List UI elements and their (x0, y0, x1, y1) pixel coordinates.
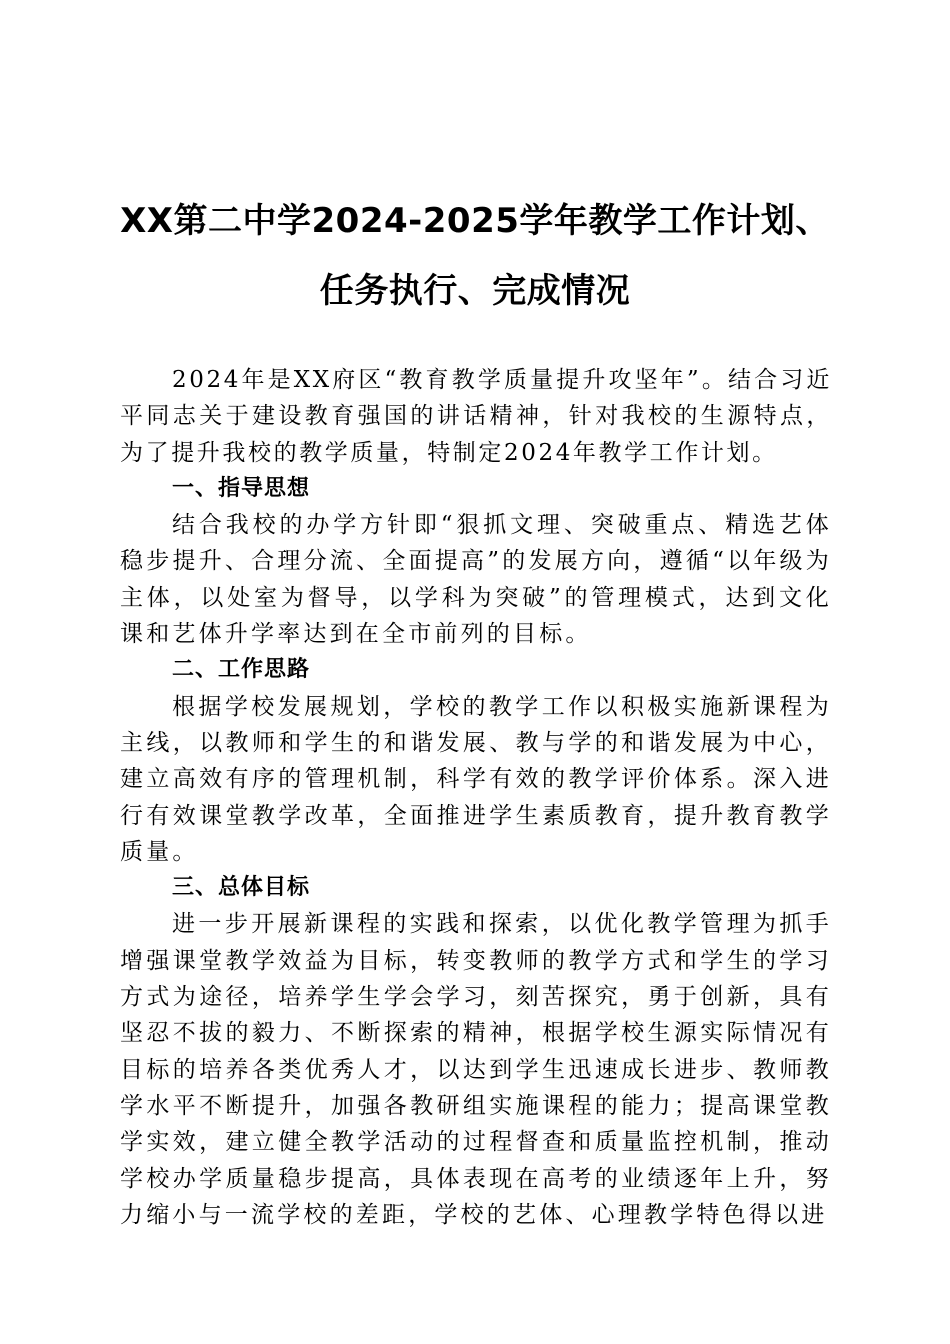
document-title-line-1: XX第二中学2024-2025学年教学工作计划、 (120, 201, 830, 241)
section-paragraph-overall-goals: 进一步开展新课程的实践和探索，以优化教学管理为抓手增强课堂教学效益为目标，转变教师的教学方式和学生的学习方式为途径，培养学生学会学习，刻苦探究，勇于创新，具有坚忍不拔的毅力、不断探索的精神，根据学校生源实际情况有目标的培养各类优秀人才，以达到学生迅速成长进步、教师教学水平不断提升，加强各教研组实施课程的能力；提高课堂教学实效，建立健全教学活动的过程督查和质量监控机制，推动学校办学质量稳步提高，具体表现在高考的业绩逐年上升，努力缩小与一流学校的差距，学校的艺体、心理教学特色得以进 (120, 911, 832, 1228)
section-heading-guiding-ideology: 一、指导思想 (172, 475, 311, 501)
document-body (120, 362, 832, 1233)
intro-paragraph: 2024年是XX府区“教育教学质量提升攻坚年”。结合习近平同志关于建设教育强国的讲话精神，针对我校的生源特点，为了提升我校的教学质量，特制定2024年教学工作计划。 (120, 367, 832, 466)
section-heading-work-approach: 二、工作思路 (172, 657, 311, 683)
section-paragraph-work-approach: 根据学校发展规划，学校的教学工作以积极实施新课程为主线，以教师和学生的和谐发展、教与学的和谐发展为中心，建立高效有序的管理机制，科学有效的教学评价体系。深入进行有效课堂教学改革，全面推进学生素质教育，提升教育教学质量。 (120, 693, 832, 865)
section-heading-overall-goals: 三、总体目标 (172, 875, 311, 901)
document-title-line-2: 任务执行、完成情况 (319, 271, 631, 311)
section-paragraph-guiding-ideology: 结合我校的办学方针即“狠抓文理、突破重点、精选艺体稳步提升、合理分流、全面提高”的发展方向，遵循“以年级为主体，以处室为督导，以学科为突破”的管理模式，达到文化课和艺体升学率达到在全市前列的目标。 (120, 512, 832, 648)
